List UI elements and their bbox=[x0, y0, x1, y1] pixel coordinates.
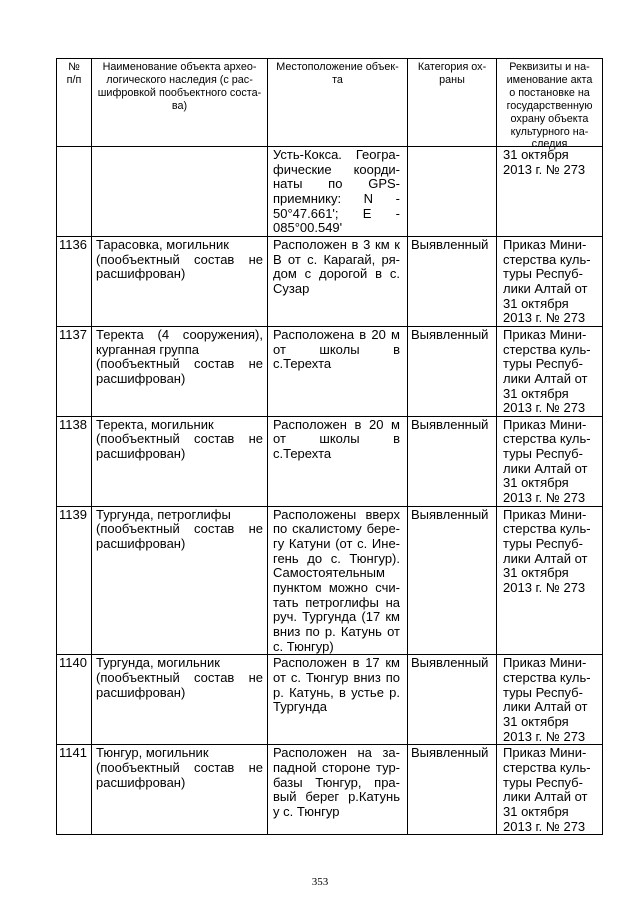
heritage-objects-table bbox=[56, 58, 603, 835]
text-line: 2013 г. № 273 bbox=[503, 310, 586, 326]
text-line: расшифрован) bbox=[96, 266, 186, 282]
text-line: гу Катуни (от с. Ине- bbox=[273, 536, 400, 552]
text-line: Расположен в 17 км bbox=[273, 655, 400, 671]
cell-number bbox=[57, 745, 92, 835]
text-line: Приказ Мини- bbox=[503, 655, 587, 671]
text-line: тать петроглифы на bbox=[273, 594, 400, 610]
text-line: Сузар bbox=[273, 280, 310, 296]
cell-location bbox=[268, 655, 408, 745]
header-line: следия bbox=[531, 138, 568, 151]
text-line: 1140 bbox=[59, 655, 87, 671]
cell-location bbox=[268, 147, 408, 237]
text-line: 2013 г. № 273 bbox=[503, 490, 586, 506]
text-line: 2013 г. № 273 bbox=[503, 818, 586, 834]
text-line: Выявленный bbox=[411, 745, 489, 761]
text-line: Выявленный bbox=[411, 655, 489, 671]
cell-category bbox=[408, 326, 497, 416]
text-line: 2013 г. № 273 bbox=[503, 161, 586, 177]
text-line: туры Респуб- bbox=[503, 684, 583, 700]
text-line: лики Алтай от bbox=[503, 789, 588, 805]
text-line: 31 октября bbox=[503, 713, 569, 729]
text-line: 50°47.661'; E - bbox=[273, 205, 400, 221]
text-line: у с. Тюнгур bbox=[273, 803, 340, 819]
cell-object-name bbox=[92, 745, 268, 835]
text-line: Усть-Кокса. Геогра- bbox=[273, 147, 400, 162]
text-line: расшифрован) bbox=[96, 684, 186, 700]
text-line: дом с дорогой в с. bbox=[273, 266, 400, 282]
cell-object-name bbox=[92, 655, 268, 745]
cell-location bbox=[268, 506, 408, 655]
header-line: Местоположение объек- bbox=[276, 61, 399, 73]
text-line: вниз по р. Катунь от bbox=[273, 624, 400, 639]
table-row bbox=[57, 745, 603, 835]
table-row bbox=[57, 416, 603, 506]
header-line: Реквизиты и на- bbox=[509, 61, 590, 73]
text-line: лики Алтай от bbox=[503, 370, 588, 386]
cell-category bbox=[408, 416, 497, 506]
text-line: расшифрован) bbox=[96, 774, 186, 790]
text-line: 31 октября bbox=[503, 565, 569, 581]
cell-number bbox=[57, 326, 92, 416]
text-line: (пообъектный состав не bbox=[96, 431, 263, 447]
cell-location bbox=[268, 326, 408, 416]
cell-location bbox=[268, 416, 408, 506]
text-line: 1141 bbox=[59, 745, 87, 761]
text-line: Расположен в 3 км к bbox=[273, 236, 400, 252]
header-line: охрану объекта bbox=[510, 112, 589, 125]
table-row bbox=[57, 236, 603, 326]
text-line: Приказ Мини- bbox=[503, 326, 587, 342]
text-line: Выявленный bbox=[411, 236, 489, 252]
header-line: раны bbox=[439, 73, 465, 86]
text-line: (пообъектный состав не bbox=[96, 251, 263, 267]
text-line: 1139 bbox=[59, 506, 87, 522]
cell-category bbox=[408, 745, 497, 835]
cell-category bbox=[408, 236, 497, 326]
text-line: (пообъектный состав не bbox=[96, 759, 263, 775]
text-line: 31 октября bbox=[503, 385, 569, 401]
cell-category bbox=[408, 655, 497, 745]
header-line: культурного на- bbox=[510, 125, 589, 138]
header-line: Наименование объекта архео- bbox=[102, 61, 257, 73]
table-row bbox=[57, 147, 603, 237]
text-line: Приказ Мини- bbox=[503, 416, 587, 432]
cell-requisites bbox=[497, 147, 603, 237]
text-line: 31 октября bbox=[503, 147, 569, 162]
text-line: 085°00.549' bbox=[273, 220, 343, 236]
text-line: Выявленный bbox=[411, 416, 489, 432]
text-line: 1136 bbox=[59, 236, 87, 252]
cell-object-name bbox=[92, 326, 268, 416]
text-line: гень до с. Тюнгур). bbox=[273, 550, 400, 566]
text-line: Приказ Мини- bbox=[503, 236, 587, 252]
header-line: та bbox=[332, 73, 343, 86]
cell-requisites bbox=[497, 236, 603, 326]
text-line: стерства куль- bbox=[503, 521, 591, 537]
header-line: государственную bbox=[506, 99, 593, 112]
text-line: В от с. Карагай, ря- bbox=[273, 251, 400, 267]
text-line: Тургунда, петроглифы bbox=[96, 506, 231, 522]
text-line: с. Тюнгур) bbox=[273, 638, 334, 654]
cell-category bbox=[408, 506, 497, 655]
text-line: Приказ Мини- bbox=[503, 745, 587, 761]
text-line: вый берег р.Катунь bbox=[273, 789, 400, 805]
cell-requisites bbox=[497, 745, 603, 835]
text-line: Расположены вверх bbox=[273, 506, 400, 522]
text-line: 31 октября bbox=[503, 295, 569, 311]
text-line: стерства куль- bbox=[503, 759, 591, 775]
text-line: лики Алтай от bbox=[503, 550, 588, 566]
cell-location bbox=[268, 745, 408, 835]
cell-object-name bbox=[92, 147, 268, 237]
text-line: с.Терехта bbox=[273, 356, 332, 372]
text-line: фические коорди- bbox=[273, 161, 400, 177]
text-line: р. Катунь, в устье р. bbox=[273, 684, 400, 700]
text-line: расшифрован) bbox=[96, 536, 186, 552]
header-line: именование акта bbox=[506, 73, 593, 86]
text-line: стерства куль- bbox=[503, 341, 591, 357]
text-line: наты по GPS- bbox=[273, 176, 400, 192]
text-line: Тургунда bbox=[273, 699, 328, 715]
table-body bbox=[57, 147, 603, 835]
text-line: от с. Тюнгур вниз по bbox=[273, 669, 400, 685]
header-cell-category bbox=[408, 59, 497, 147]
text-line: пунктом можно счи- bbox=[273, 580, 400, 596]
text-line: 31 октября bbox=[503, 803, 569, 819]
header-row bbox=[57, 59, 603, 147]
cell-category bbox=[408, 147, 497, 237]
text-line: туры Респуб- bbox=[503, 266, 583, 282]
text-line: руч. Тургунда (17 км bbox=[273, 609, 400, 625]
text-line: Теректа (4 сооружения), bbox=[96, 326, 263, 342]
text-line: 1138 bbox=[59, 416, 87, 432]
text-line: Расположена в 20 м bbox=[273, 326, 400, 342]
text-line: базы Тюнгур, пра- bbox=[273, 774, 400, 790]
text-line: по скалистому бере- bbox=[273, 521, 400, 537]
text-line: Тургунда, могильник bbox=[96, 655, 220, 671]
text-line: туры Респуб- bbox=[503, 536, 583, 552]
table-row bbox=[57, 506, 603, 655]
text-line: Приказ Мини- bbox=[503, 506, 587, 522]
text-line: лики Алтай от bbox=[503, 460, 588, 476]
text-line: туры Респуб- bbox=[503, 446, 583, 462]
header-cell-location bbox=[268, 59, 408, 147]
header-line: шифровкой пообъектного соста- bbox=[97, 86, 262, 99]
text-line: лики Алтай от bbox=[503, 280, 588, 296]
header-cell-requisites bbox=[497, 59, 603, 151]
text-line: Тюнгур, могильник bbox=[96, 745, 209, 761]
header-cell-number bbox=[57, 59, 92, 147]
text-line: расшифрован) bbox=[96, 370, 186, 386]
header-line: № bbox=[68, 61, 80, 73]
cell-number bbox=[57, 416, 92, 506]
text-line: с.Терехта bbox=[273, 446, 332, 462]
text-line: Расположен на за- bbox=[273, 745, 400, 761]
text-line: стерства куль- bbox=[503, 431, 591, 447]
header-line: логического наследия (с рас- bbox=[106, 73, 253, 86]
cell-object-name bbox=[92, 416, 268, 506]
text-line: 2013 г. № 273 bbox=[503, 580, 586, 596]
text-line: Теректа, могильник bbox=[96, 416, 214, 432]
page-number: 353 bbox=[311, 876, 329, 888]
text-line: Выявленный bbox=[411, 506, 489, 522]
text-line: стерства куль- bbox=[503, 251, 591, 267]
cell-object-name bbox=[92, 506, 268, 655]
cell-requisites bbox=[497, 326, 603, 416]
cell-requisites bbox=[497, 506, 603, 655]
cell-requisites bbox=[497, 655, 603, 745]
text-line: 2013 г. № 273 bbox=[503, 728, 586, 744]
cell-requisites bbox=[497, 416, 603, 506]
text-line: 1137 bbox=[59, 326, 87, 342]
text-line: от школы в bbox=[273, 431, 400, 447]
text-line: туры Респуб- bbox=[503, 356, 583, 372]
header-line: ва) bbox=[171, 99, 188, 112]
text-line: (пообъектный состав не bbox=[96, 669, 263, 685]
text-line: 31 октября bbox=[503, 475, 569, 491]
text-line: от школы в bbox=[273, 341, 400, 357]
header-cell-object-name bbox=[92, 59, 268, 147]
cell-number bbox=[57, 655, 92, 745]
text-line: (пообъектный состав не bbox=[96, 356, 263, 372]
text-line: 2013 г. № 273 bbox=[503, 400, 586, 416]
table-header bbox=[57, 59, 603, 151]
cell-object-name bbox=[92, 236, 268, 326]
text-line: (пообъектный состав не bbox=[96, 521, 263, 537]
cell-number bbox=[57, 147, 92, 237]
text-line: лики Алтай от bbox=[503, 699, 588, 715]
text-line: Расположен в 20 м bbox=[273, 416, 400, 432]
text-line: Тарасовка, могильник bbox=[96, 236, 229, 252]
text-line: туры Респуб- bbox=[503, 774, 583, 790]
text-line: расшифрован) bbox=[96, 446, 186, 462]
text-line: Выявленный bbox=[411, 326, 489, 342]
cell-number bbox=[57, 506, 92, 655]
cell-location bbox=[268, 236, 408, 326]
text-line: Самостоятельным bbox=[273, 565, 385, 581]
header-line: п/п bbox=[66, 73, 82, 86]
header-line: о постановке на bbox=[509, 86, 590, 99]
text-line: приемнику: N - bbox=[273, 190, 400, 206]
text-line: стерства куль- bbox=[503, 669, 591, 685]
text-line: падной стороне тур- bbox=[273, 759, 400, 775]
cell-number bbox=[57, 236, 92, 326]
header-line: Категория ох- bbox=[417, 61, 487, 73]
text-line: курганная группа bbox=[96, 341, 199, 357]
table-row bbox=[57, 326, 603, 416]
table-row bbox=[57, 655, 603, 745]
